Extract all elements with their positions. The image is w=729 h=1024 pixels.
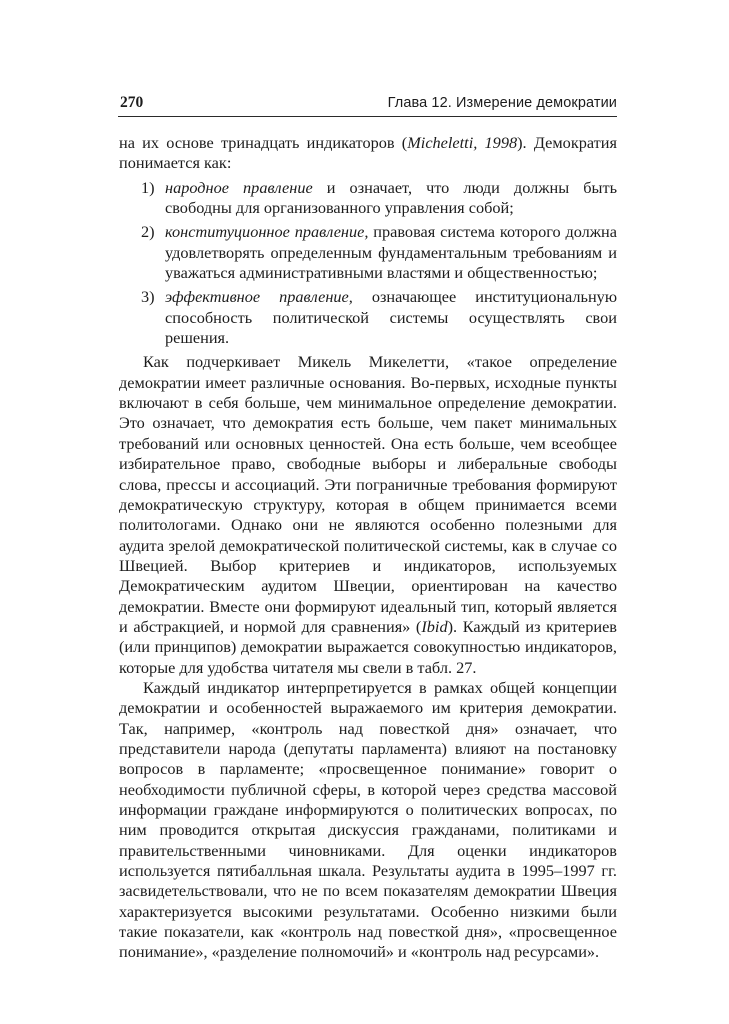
chapter-running-title: Глава 12. Измерение демократии: [387, 95, 617, 111]
paragraph-continuation: [119, 133, 617, 174]
list-item: [119, 287, 617, 348]
list-item-number: 2): [141, 222, 155, 242]
running-header: [120, 93, 617, 115]
list-item-text: и означает, что люди должны быть свободны для организованного управления собой;: [165, 177, 617, 218]
democracy-definition-list: [119, 178, 617, 349]
list-item-term: конституционное правление,: [165, 222, 369, 242]
list-item-number: 1): [141, 177, 155, 197]
list-item-term: народное правление: [165, 177, 313, 197]
list-item-text: правовая система которого должна удовлетворять определенным фундаментальным требованиям и уважаться административными властями и общественностью;: [165, 222, 617, 283]
paragraph-quote: [119, 352, 617, 678]
text-run: ). Демократия понимается как:: [119, 133, 617, 173]
text-run: Как подчеркивает Микель Микелетти, «такое определение демократии имеет различные основания. Во-первых, исходные пункты включают в себя больше, чем минимальное определение демократии. Это означает, что демократия есть больше, чем пакет минимальных требований или основных ценностей. Она есть больше, чем всеобщее избирательное право, свободные выборы и либеральные свободы слова, прессы и ассоциаций. Эти пограничные требования формируют демократическую структуру, которая в общем принимается всеми политологами. Однако они не являются особенно полезными для аудита зрелой демократической политической системы, как в случае со Швецией. Выбор критериев и индикаторов, используемых Демократическим аудитом Швеции, ориентирован на качество демократии. Вместе они формируют идеальный тип, который является и абстракцией, и нормой для сравнения» (: [119, 352, 617, 636]
list-item: [119, 222, 617, 283]
page-number: 270: [120, 94, 144, 111]
text-run: на их основе тринадцать индикаторов (: [119, 133, 408, 152]
list-item-term: эффективное правление,: [165, 287, 353, 307]
list-item: [119, 178, 617, 219]
list-item-text: означающее институциональную способность политической системы осуществлять свои решения.: [165, 287, 617, 348]
citation-italic: Ibid: [421, 616, 448, 636]
paragraph-indicators: Каждый индикатор интерпретируется в рамках общей концепции демократии и особенностей выражаемого им критерия демократии. Так, например, «контроль над повесткой дня» означает, что представители народа (депутаты парламента) влияют на постановку вопросов в парламенте; «просвещенное понимание» говорит о необходимости публичной сферы, в которой через средства массовой информации граждане информируются о политических вопросах, по ним проводится открытая дискуссия гражданами, политиками и правительственными чиновниками. Для оценки индикаторов используется пятибалльная шкала. Результаты аудита в 1995–1997 гг. засвидетельствовали, что не по всем показателям демократии Швеция характеризуется высокими результатами. Особенно низкими были такие показатели, как «контроль над повесткой дня», «просвещенное понимание», «разделение полномочий» и «контроль над ресурсами».: [119, 677, 617, 962]
list-item-number: 3): [141, 287, 155, 307]
citation-italic: Micheletti, 1998: [407, 133, 518, 152]
header-rule: [118, 116, 617, 117]
text-run: ). Каждый из критериев (или принципов) демократии выражается совокупностью индикаторов, которые для удобства читателя мы свели в табл. 27.: [119, 616, 617, 677]
body-text: [119, 133, 617, 963]
